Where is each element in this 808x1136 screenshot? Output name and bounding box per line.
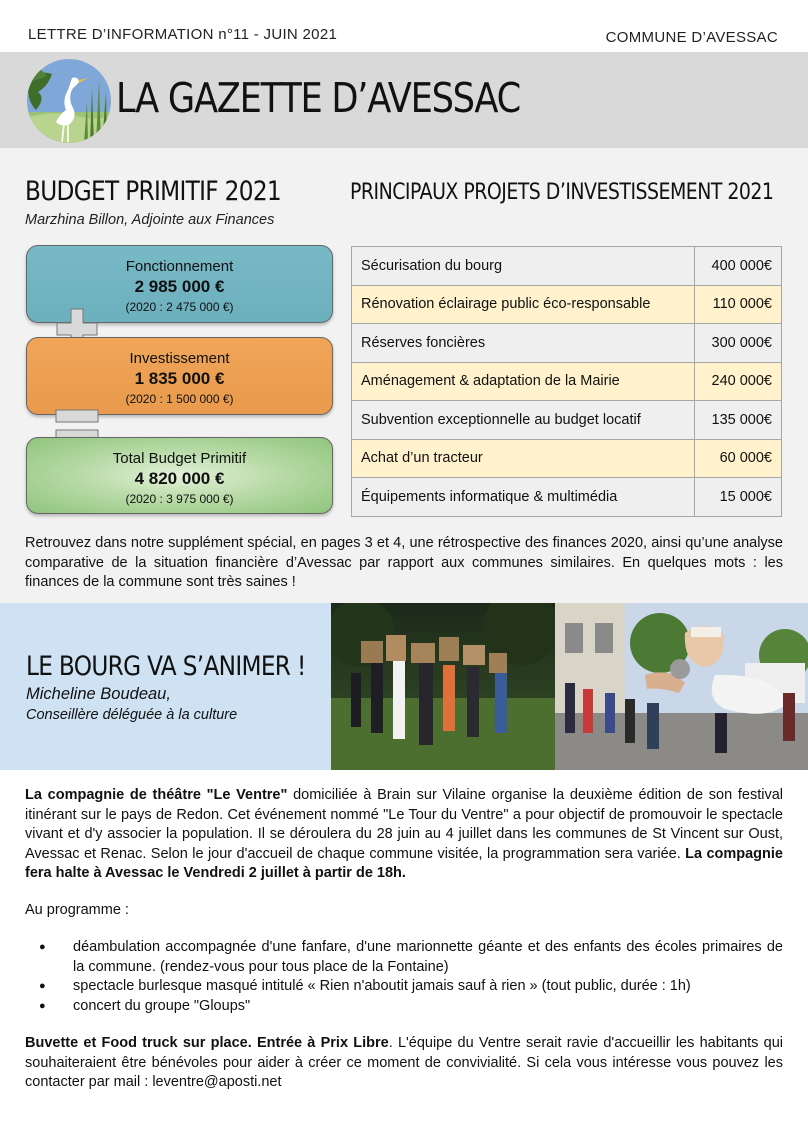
- project-label: Sécurisation du bourg: [352, 247, 695, 286]
- list-item: ● déambulation accompagnée d'une fanfare, d'une marionnette géante et des enfants des écoles primaires de la commune. (rendez-vous pour tous place de la Fontaine): [25, 938, 783, 977]
- investissement-amount: 1 835 000 €: [134, 369, 225, 388]
- article-intro: [25, 786, 783, 884]
- table-row: [352, 362, 782, 401]
- list-item: ● concert du groupe "Gloups": [25, 997, 783, 1017]
- commune-line: COMMUNE D’AVESSAC: [605, 29, 778, 46]
- budget-note: Retrouvez dans notre supplément spécial, en pages 3 et 4, une rétrospective des finances 2020, ainsi qu’une analyse comparative de la situation financière d’Avessac par rapport aux communes similaires. En quelques mots : les finances de la commune sont très saines !: [25, 535, 783, 590]
- total-amount: 4 820 000 €: [134, 469, 225, 488]
- project-amount: 300 000€: [695, 324, 782, 363]
- stop-announcement: La compagnie fera halte à Avessac le Vendredi 2 juillet à partir de 18h.: [25, 845, 783, 881]
- project-label: Réserves foncières: [352, 324, 695, 363]
- total-budget-box: [26, 437, 333, 514]
- company-name: La compagnie de théâtre "Le Ventre": [25, 787, 288, 803]
- project-amount: 400 000€: [695, 247, 782, 286]
- culture-role: Conseillère déléguée à la culture: [26, 707, 238, 723]
- program-intro: Au programme :: [25, 901, 129, 918]
- investissement-box: [26, 337, 333, 415]
- closing-text: . L'équipe du Ventre serait ravie d'accueillir les habitants qui souhaiteraient être bénévoles pour aider à créer ce moment de convivialité. Si cela vous intéresse vous pouvez les contacter par mail : leventre@aposti.net: [25, 1035, 784, 1090]
- intro-text: domiciliée à Brain sur Vilaine organise la deuxième édition de son festival itinérant sur le pays de Redon. Cet événement nommé "Le Tour du Ventre" a pour objectif de promouvoir le spectacle vivant et d'y associer la population. Il se déroulera du 28 juin au 4 juillet dans les communes de St Vincent sur Oust, Avessac et Renac. Selon le jour d'accueil de chaque commune visitée, la programmation sera variée.: [25, 787, 783, 862]
- budget-title: BUDGET PRIMITIF 2021: [25, 176, 282, 207]
- parade-photo-costumes: [331, 603, 555, 770]
- table-row: [352, 324, 782, 363]
- project-label: Aménagement & adaptation de la Mairie: [352, 362, 695, 401]
- project-label: Subvention exceptionnelle au budget locatif: [352, 401, 695, 440]
- masthead-title: LA GAZETTE D’AVESSAC: [116, 74, 520, 122]
- table-row: [352, 401, 782, 440]
- culture-panel: [0, 603, 331, 770]
- total-label: Total Budget Primitif: [112, 450, 247, 467]
- parade-photo-giant-puppet: [555, 603, 808, 770]
- top-strip: [0, 0, 808, 52]
- project-amount: 60 000€: [695, 439, 782, 478]
- culture-band: [0, 603, 808, 770]
- projects-title: PRINCIPAUX PROJETS D’INVESTISSEMENT 2021: [350, 180, 774, 205]
- table-row: [352, 247, 782, 286]
- projects-table: [351, 246, 782, 517]
- project-amount: 135 000€: [695, 401, 782, 440]
- article-closing: [25, 1034, 783, 1093]
- festival-article: [25, 786, 783, 1093]
- culture-title: LE BOURG VA S’ANIMER !: [26, 651, 306, 682]
- project-amount: 110 000€: [695, 285, 782, 324]
- issue-line: LETTRE D’INFORMATION n°11 - JUIN 2021: [28, 26, 338, 43]
- table-row: [352, 439, 782, 478]
- project-label: Équipements informatique & multimédia: [352, 478, 695, 517]
- project-amount: 240 000€: [695, 362, 782, 401]
- project-label: Rénovation éclairage public éco-responsable: [352, 285, 695, 324]
- budget-author: Marzhina Billon, Adjointe aux Finances: [25, 212, 275, 228]
- investissement-previous: (2020 : 1 500 000 €): [125, 392, 234, 406]
- total-previous: (2020 : 3 975 000 €): [125, 492, 234, 506]
- masthead: [0, 52, 808, 148]
- list-item: ● spectacle burlesque masqué intitulé « Rien n'aboutit jamais sauf à rien » (tout public, durée : 1h): [25, 977, 783, 997]
- buvette-notice: Buvette et Food truck sur place. Entrée à Prix Libre: [25, 1035, 389, 1051]
- fonctionnement-previous: (2020 : 2 475 000 €): [125, 300, 234, 314]
- program-list: [25, 938, 783, 1016]
- project-amount: 15 000€: [695, 478, 782, 517]
- table-row: [352, 285, 782, 324]
- project-label: Achat d’un tracteur: [352, 439, 695, 478]
- investissement-label: Investissement: [129, 350, 230, 367]
- fonctionnement-label: Fonctionnement: [125, 258, 234, 275]
- heron-logo-icon: [26, 58, 112, 144]
- culture-author: Micheline Boudeau,: [26, 685, 171, 703]
- fonctionnement-amount: 2 985 000 €: [134, 277, 225, 296]
- table-row: [352, 478, 782, 517]
- budget-section: [0, 148, 808, 603]
